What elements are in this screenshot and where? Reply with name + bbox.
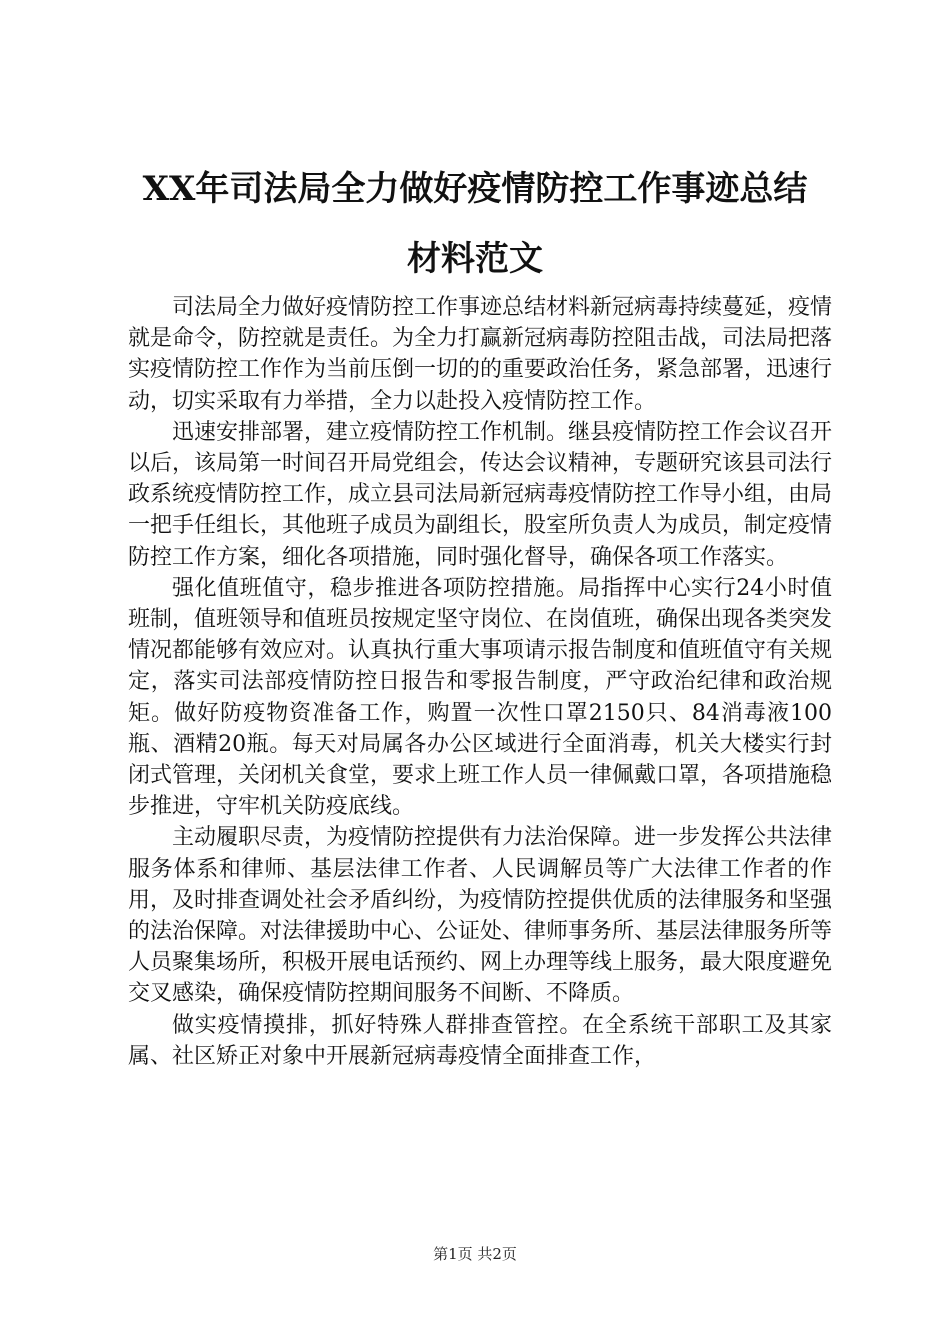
paragraph-3: 强化值班值守，稳步推进各项防控措施。局指挥中心实行24小时值班制，值班领导和值班员按规定坚守岗位、在岗值班，确保出现各类突发情况都能够有效应对。认真执行重大事项请示报告制度和值班值守有关规定，落实司法部疫情防控日报告和零报告制度，严守政治纪律和政治规矩。做好防疫物资准备工作，购置一次性口罩2150只、84消毒液100瓶、酒精20瓶。每天对局属各办公区域进行全面消毒，机关大楼实行封闭式管理，关闭机关食堂，要求上班工作人员一律佩戴口罩，各项措施稳步推进，守牢机关防疫底线。 bbox=[128, 575, 833, 820]
paragraph-1: 司法局全力做好疫情防控工作事迹总结材料新冠病毒持续蔓延，疫情就是命令，防控就是责任。为全力打赢新冠病毒防控阻击战，司法局把落实疫情防控工作作为当前压倒一切的的重要政治任务，紧急部署，迅速行动，切实采取有力举措，全力以赴投入疫情防控工作。 bbox=[128, 295, 833, 414]
document-body bbox=[128, 292, 832, 1072]
paragraph-4: 主动履职尽责，为疫情防控提供有力法治保障。进一步发挥公共法律服务体系和律师、基层法律工作者、人民调解员等广大法律工作者的作用，及时排查调处社会矛盾纠纷，为疫情防控提供优质的法律服务和坚强的法治保障。对法律援助中心、公证处、律师事务所、基层法律服务所等人员聚集场所，积极开展电话预约、网上办理等线上服务，最大限度避免交叉感染，确保疫情防控期间服务不间断、不降质。 bbox=[128, 825, 833, 1007]
title-line-2: 材料范文 bbox=[407, 239, 543, 279]
title-line-1: XX年司法局全力做好疫情防控工作事迹总结 bbox=[142, 169, 808, 209]
paragraph-2: 迅速安排部署，建立疫情防控工作机制。继县疫情防控工作会议召开以后，该局第一时间召开局党组会，传达会议精神，专题研究该县司法行政系统疫情防控工作，成立县司法局新冠病毒疫情防控工作导小组，由局一把手任组长，其他班子成员为副组长，股室所负责人为成员，制定疫情防控工作方案，细化各项措施，同时强化督导，确保各项工作落实。 bbox=[128, 419, 833, 570]
paragraph-5: 做实疫情摸排，抓好特殊人群排查管控。在全系统干部职工及其家属、社区矫正对象中开展新冠病毒疫情全面排查工作， bbox=[128, 1012, 832, 1069]
document-title bbox=[120, 154, 830, 294]
page-footer: 第1页 共2页 bbox=[433, 1245, 517, 1263]
